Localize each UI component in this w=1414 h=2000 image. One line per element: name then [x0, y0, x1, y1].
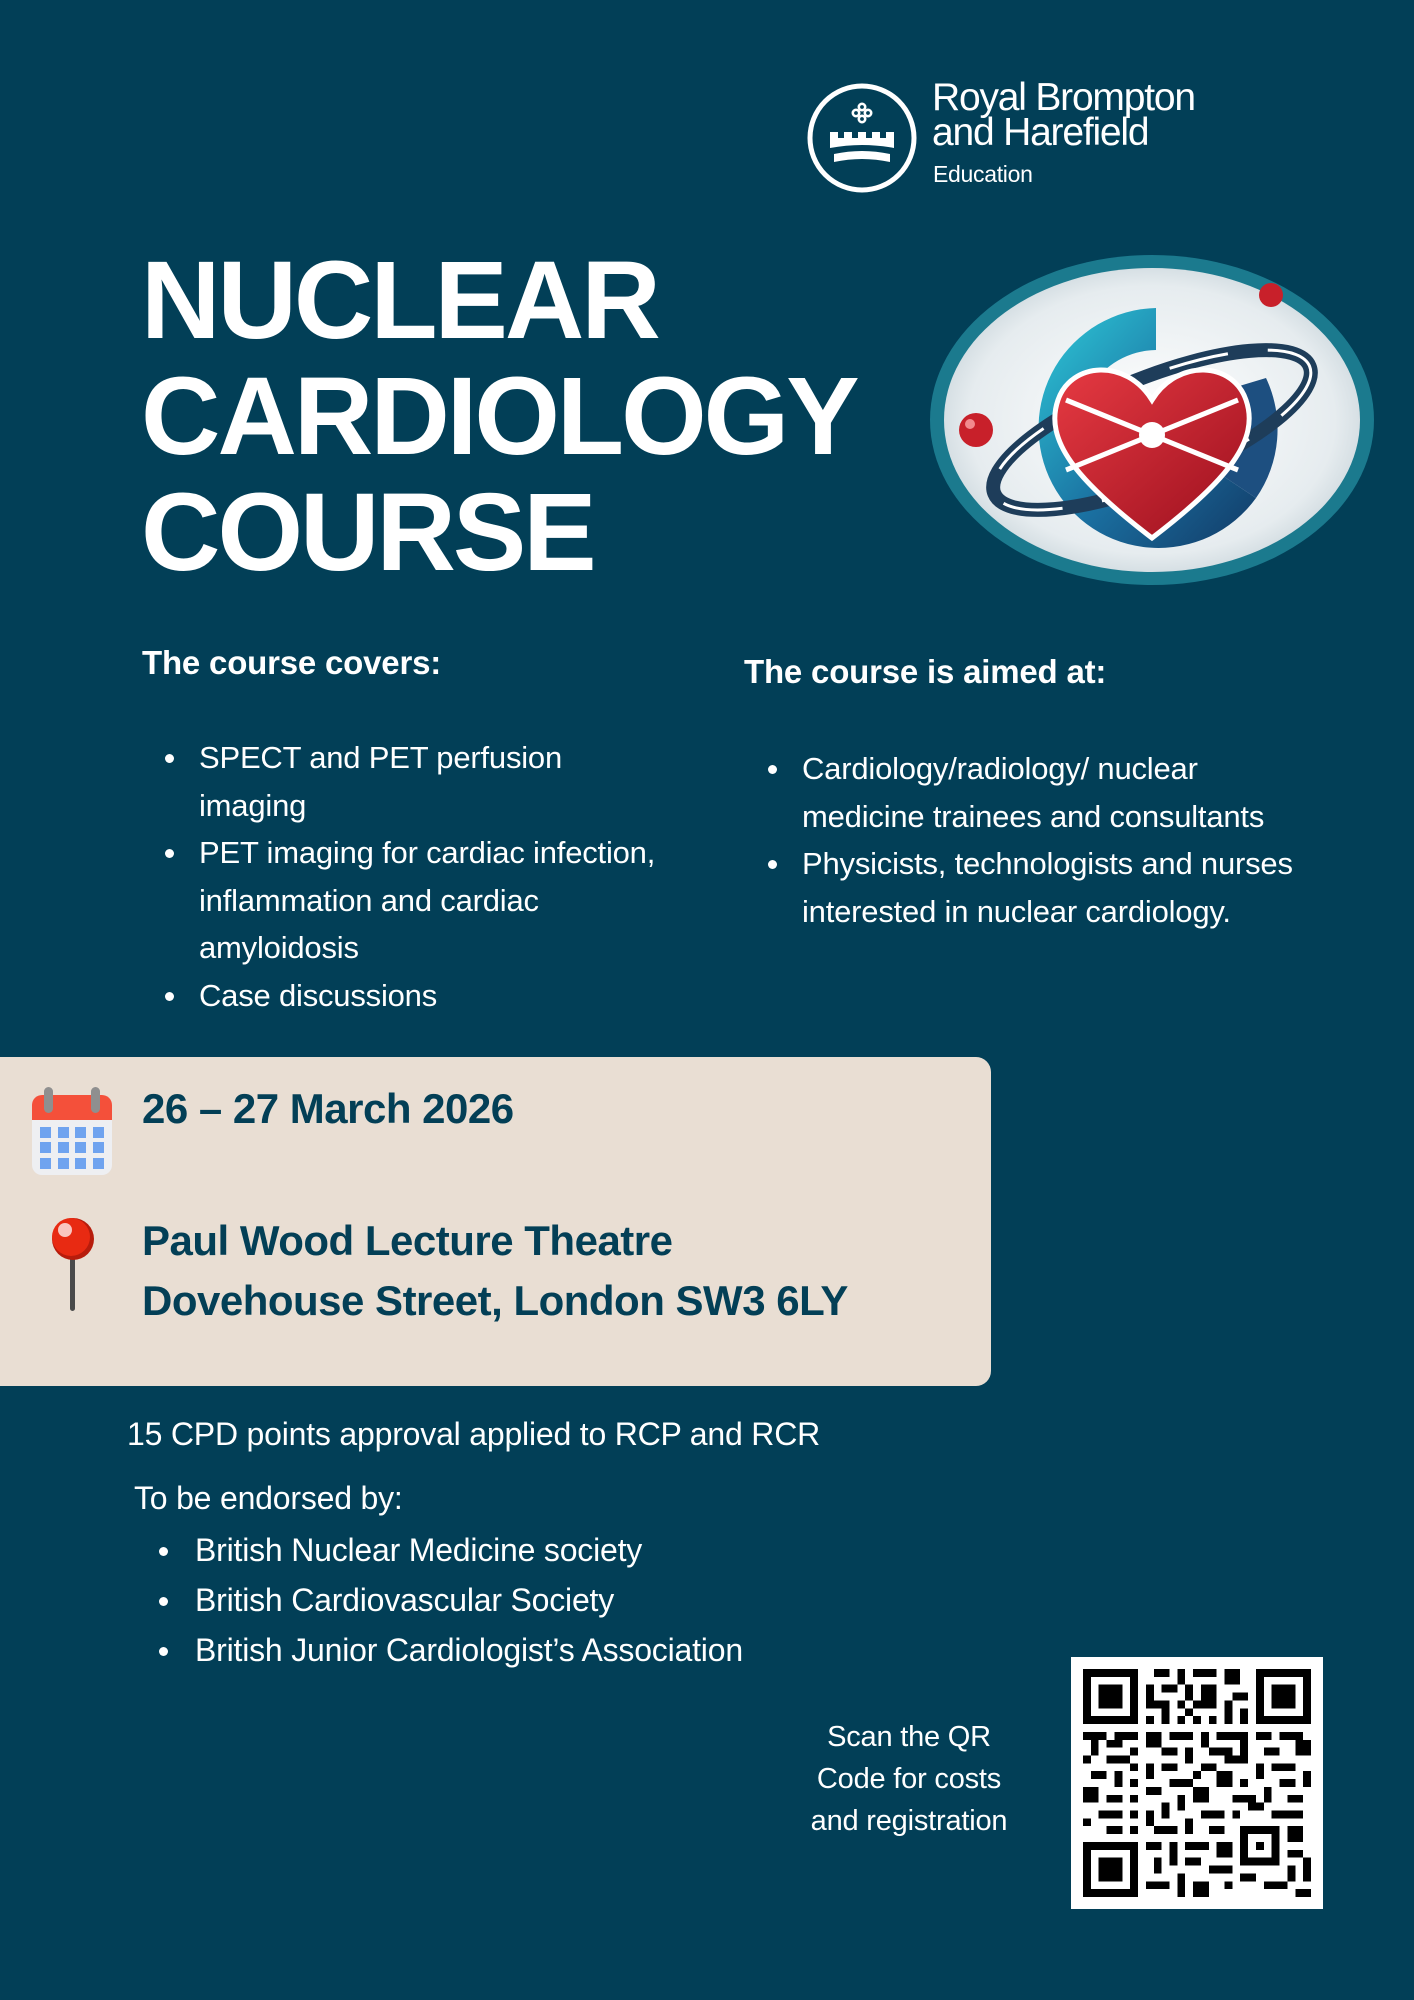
bullet-icon: [159, 1647, 168, 1656]
bullet-icon: [165, 992, 174, 1001]
bullet-icon: [159, 1597, 168, 1606]
aimed-heading: The course is aimed at:: [744, 653, 1107, 690]
qr-caption: [770, 1716, 1048, 1842]
list-item-text: SPECT and PET perfusion imaging: [199, 740, 563, 823]
brand-logo: [804, 76, 1244, 200]
list-item-text: British Junior Cardiologist’s Association: [195, 1632, 743, 1668]
venue-address: Dovehouse Street, London SW3 6LY: [142, 1277, 848, 1324]
qr-caption-line: Code for costs: [816, 1763, 1002, 1795]
title-line-2: CARDIOLOGY: [141, 355, 857, 478]
qr-caption-line: and registration: [810, 1805, 1008, 1837]
bullet-icon: [159, 1547, 168, 1556]
qr-code-icon: [1083, 1669, 1311, 1897]
calendar-icon: [32, 1087, 114, 1177]
aimed-list: [802, 745, 1302, 935]
brand-name-line1: Royal Brompton: [932, 76, 1195, 119]
bullet-icon: [768, 765, 777, 774]
brand-subtitle: Education: [933, 161, 1033, 187]
covers-heading: The course covers:: [142, 644, 442, 681]
event-venue: [142, 1211, 848, 1331]
list-item: [802, 745, 1302, 840]
event-date: 26 – 27 March 2026: [142, 1085, 514, 1132]
brand-name-line2: and Harefield: [932, 111, 1149, 154]
list-item-text: British Nuclear Medicine society: [195, 1532, 643, 1568]
bullet-icon: [165, 754, 174, 763]
map-pin-icon: [50, 1217, 96, 1313]
list-item: [195, 1525, 743, 1575]
list-item: [195, 1575, 743, 1625]
list-item: [199, 734, 659, 829]
covers-list: [199, 734, 659, 1019]
list-item: [199, 972, 659, 1020]
list-item-text: Cardiology/radiology/ nuclear medicine trainees and consultants: [802, 751, 1265, 834]
cpd-note: 15 CPD points approval applied to RCP and RCR: [127, 1416, 821, 1452]
list-item-text: Case discussions: [199, 977, 438, 1013]
list-item: [195, 1625, 743, 1675]
qr-code[interactable]: [1071, 1657, 1323, 1909]
event-details-box: [0, 1057, 991, 1386]
endorsement-list: [195, 1525, 743, 1675]
venue-name: Paul Wood Lecture Theatre: [142, 1217, 673, 1264]
crown-in-circle-icon: [804, 80, 920, 196]
list-item-text: PET imaging for cardiac infection, inflammation and cardiac amyloidosis: [199, 835, 656, 965]
bullet-icon: [165, 849, 174, 858]
qr-caption-line: Scan the QR: [827, 1721, 991, 1753]
title-line-3: COURSE: [141, 471, 594, 594]
list-item: [199, 829, 659, 972]
brand-name: [932, 76, 1195, 154]
heart-atom-emblem-icon: [926, 250, 1378, 590]
list-item: [802, 840, 1302, 935]
list-item-text: Physicists, technologists and nurses interested in nuclear cardiology.: [802, 846, 1293, 929]
title-line-1: NUCLEAR: [141, 239, 658, 362]
list-item-text: British Cardiovascular Society: [195, 1582, 615, 1618]
bullet-icon: [768, 860, 777, 869]
endorsement-heading: To be endorsed by:: [134, 1480, 403, 1516]
page-title: [141, 239, 857, 594]
